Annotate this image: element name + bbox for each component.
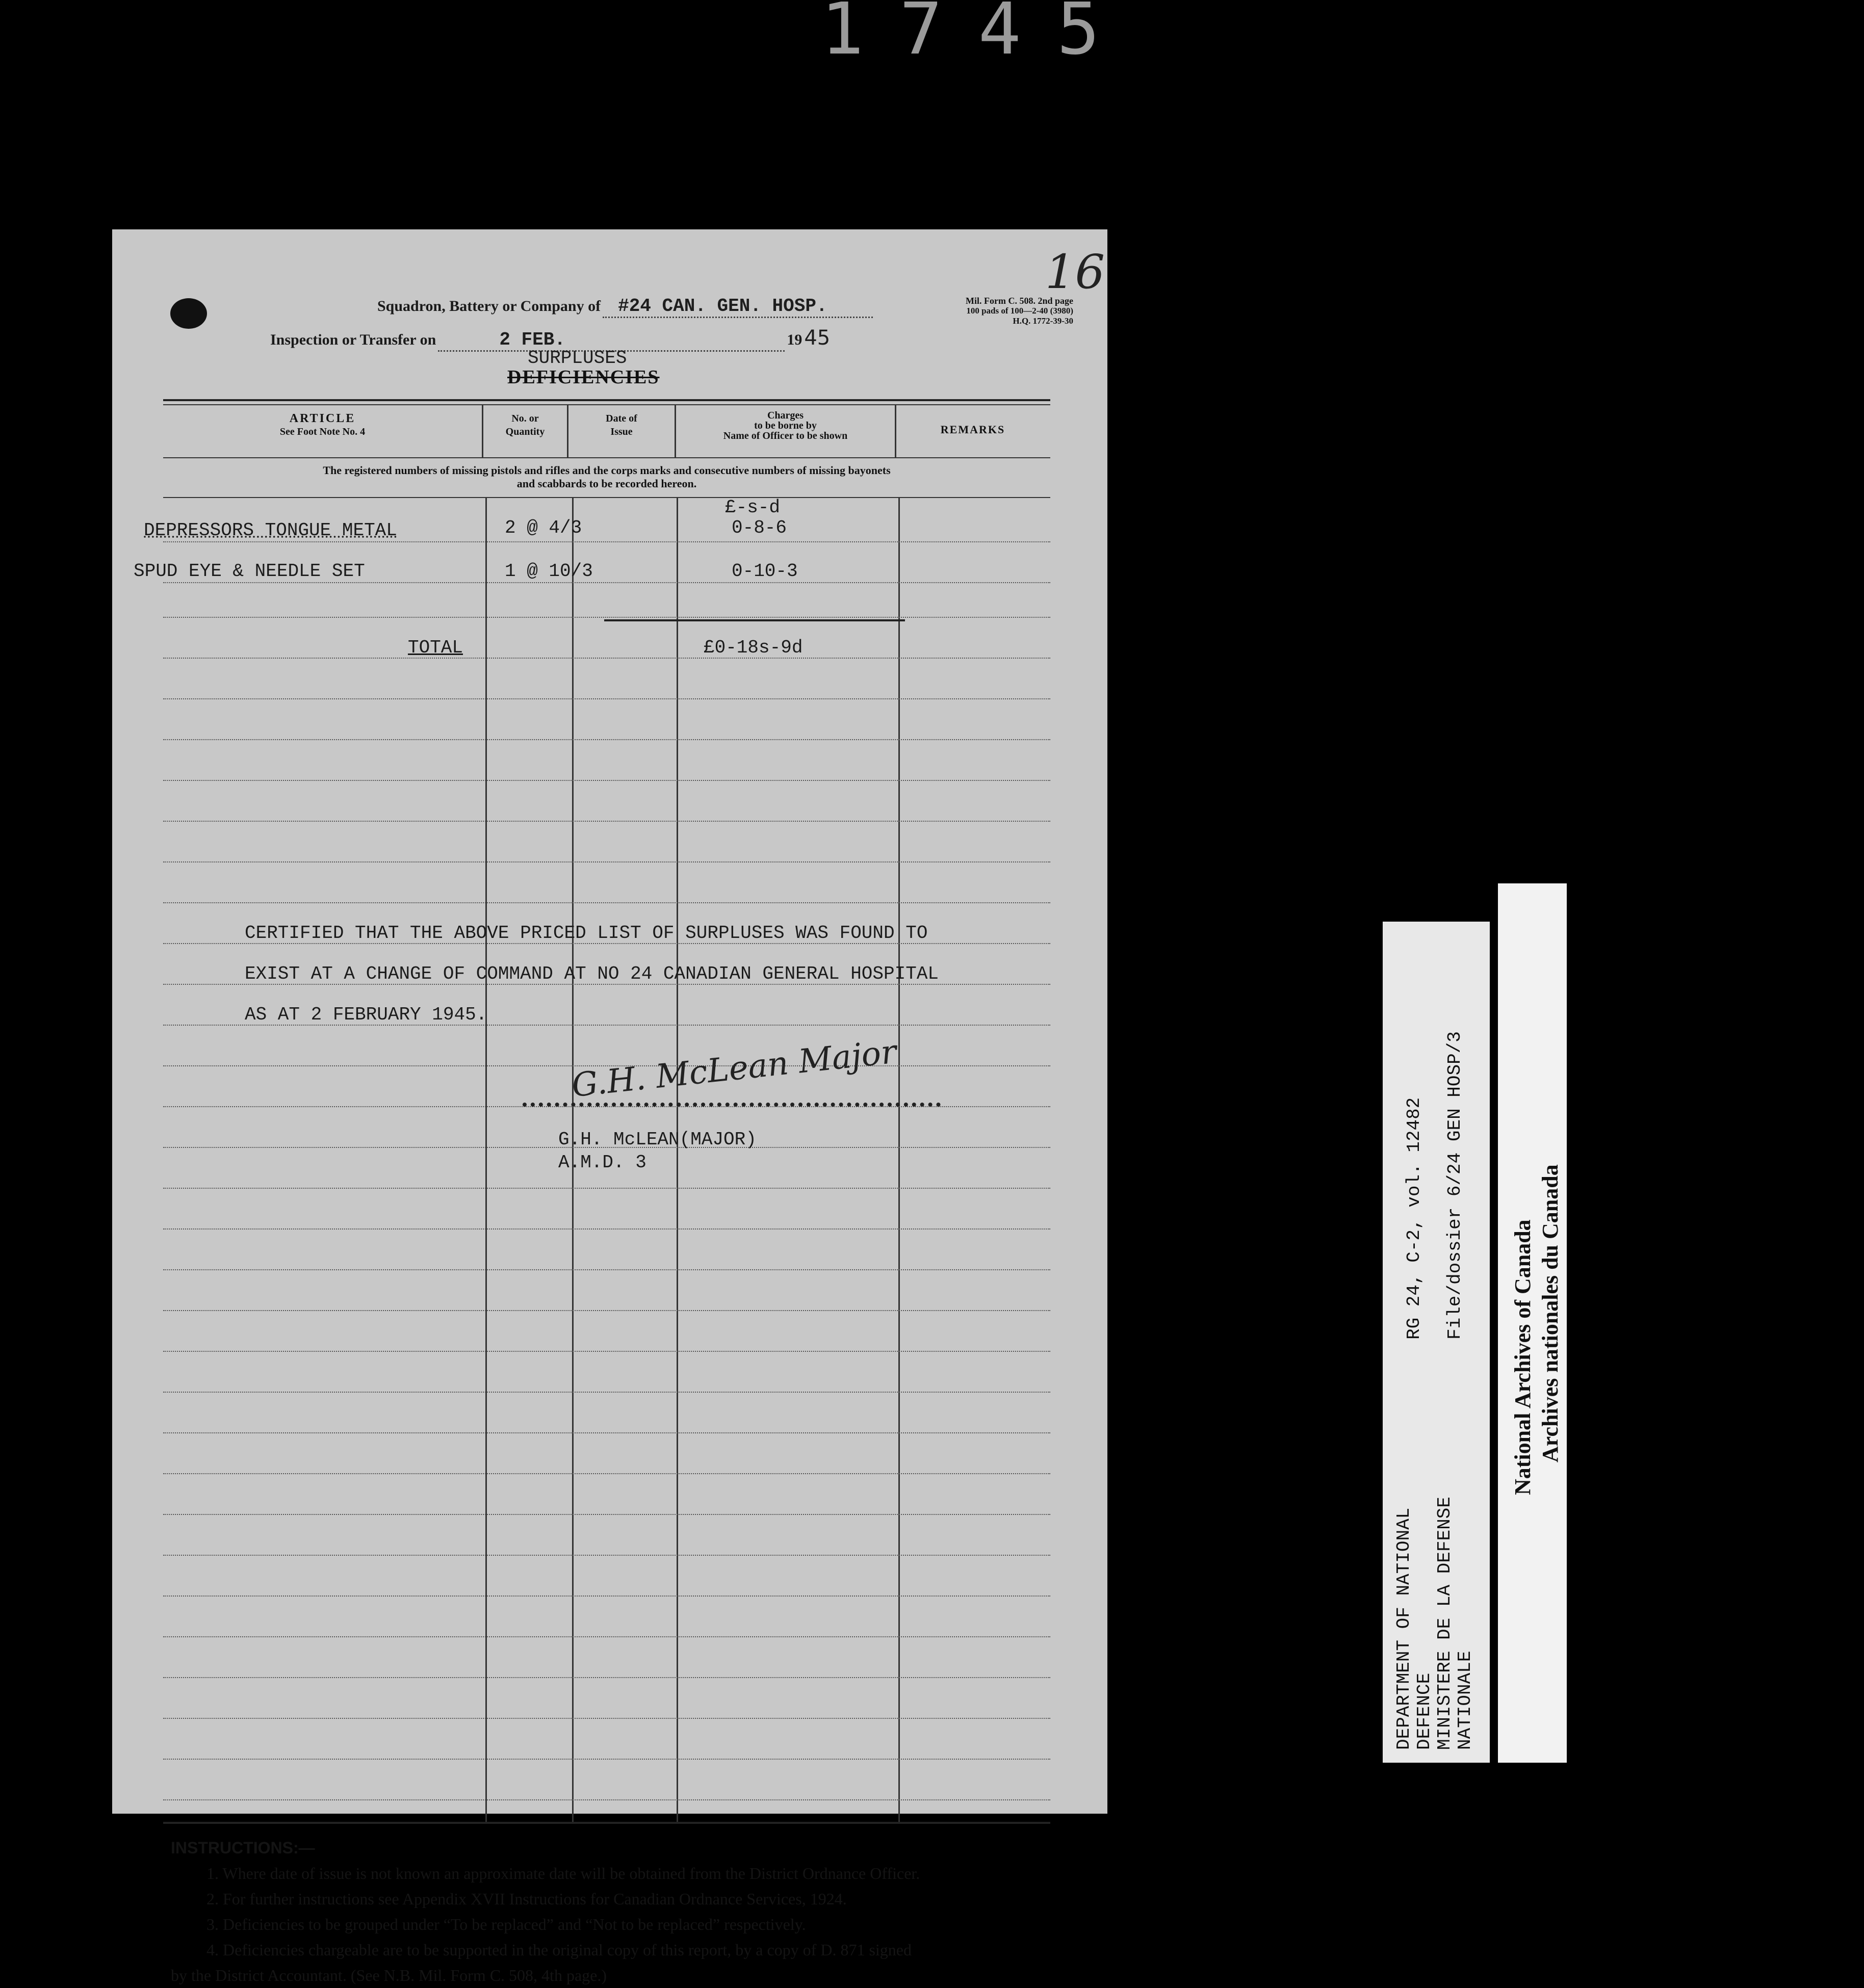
ruled-line — [163, 821, 1050, 823]
note-bottom-rule — [163, 497, 1050, 498]
signatory-name: G.H. McLEAN(MAJOR) — [558, 1129, 757, 1150]
instructions-title: INSTRUCTIONS:— — [171, 1839, 315, 1857]
squadron-line — [377, 296, 873, 318]
col-quantity-title: No. or — [511, 413, 539, 424]
instruction-item: 1. Where date of issue is not known an approximate date will be obtained from the District Ordnance Officer. — [206, 1864, 920, 1882]
ruled-line — [163, 1718, 1050, 1720]
ruled-line — [163, 861, 1050, 864]
total-label: TOTAL — [408, 637, 463, 658]
col-date-title: Date of — [606, 413, 637, 424]
page-number: 16 — [1045, 245, 1105, 299]
ruled-line — [163, 1228, 1050, 1231]
certification-line-2: EXIST AT A CHANGE OF COMMAND AT NO 24 CANADIAN GENERAL HOSPITAL — [245, 963, 939, 984]
ruled-line — [163, 1351, 1050, 1353]
ruled-line — [163, 739, 1050, 741]
form-reference — [885, 296, 1073, 326]
squadron-label: Squadron, Battery or Company of — [377, 298, 601, 315]
ruled-line — [163, 1595, 1050, 1598]
col-article-sub: See Foot Note No. 4 — [279, 426, 366, 437]
year-prefix: 19 — [787, 331, 802, 348]
ruled-line — [163, 1392, 1050, 1394]
archive-brand-en: National Archives of Canada — [1510, 1219, 1535, 1495]
ruled-line — [163, 541, 1050, 543]
table-note-2: and scabbards to be recorded hereon. — [516, 477, 697, 490]
ruled-line — [163, 1473, 1050, 1475]
ruled-line — [163, 1269, 1050, 1271]
col-quantity — [483, 412, 567, 438]
inspection-label: Inspection or Transfer on — [270, 331, 436, 348]
header-bottom-rule — [163, 457, 1050, 458]
col-charges-3: Name of Officer to be shown — [723, 430, 848, 441]
col-date — [568, 412, 675, 438]
table-top-rule-2 — [163, 404, 1050, 405]
archive-dept-2: DEFENCE — [1414, 1672, 1435, 1750]
currency-header: £-s-d — [725, 497, 781, 518]
col-article-title: ARTICLE — [289, 412, 356, 425]
row-2-quantity: 1 @ 10/3 — [505, 561, 593, 582]
ruled-line — [163, 1636, 1050, 1638]
ruled-line — [163, 780, 1050, 782]
archive-dept-4: NATIONALE — [1455, 1651, 1475, 1750]
ruled-line — [163, 1799, 1050, 1801]
archive-brand-fr: Archives nationales du Canada — [1538, 1164, 1563, 1462]
ruled-line — [163, 1759, 1050, 1761]
table-note — [163, 464, 1050, 490]
total-rule — [604, 619, 905, 621]
signature-line — [523, 1103, 941, 1107]
ruled-line — [163, 582, 1050, 584]
col-date-sub: Issue — [610, 426, 633, 437]
form-ref-1: Mil. Form C. 508. 2nd page — [966, 296, 1073, 306]
frame-number: 1745 — [821, 0, 1136, 59]
col-quantity-sub: Quantity — [505, 426, 545, 437]
col-charges-1: Charges — [767, 410, 804, 421]
row-2-charge: 0-10-3 — [732, 561, 798, 582]
archive-dept-1: DEPARTMENT OF NATIONAL — [1393, 1507, 1414, 1750]
archive-brand — [1498, 883, 1567, 1763]
ink-blot-mark — [168, 296, 209, 331]
report-type: SURPLUSES — [528, 348, 627, 369]
ruled-line — [163, 1432, 1050, 1434]
col-divider-4 — [898, 497, 900, 1824]
archive-ref — [1394, 1031, 1475, 1340]
col-charges — [676, 410, 895, 441]
table-note-1: The registered numbers of missing pistols and rifles and the corps marks and consecutive numbers of missing bayonets — [323, 464, 891, 477]
row-1-quantity: 2 @ 4/3 — [505, 517, 582, 538]
row-1-article: DEPRESSORS TONGUE METAL — [144, 520, 397, 541]
instruction-item-cont: by the District Accountant. (See N.B. Mil. Form C. 508, 4th page.) — [171, 1966, 607, 1984]
archive-ref-1: RG 24, C-2, vol. 12482 — [1404, 1097, 1425, 1340]
ruled-line — [163, 1188, 1050, 1190]
archive-ref-2: File/dossier 6/24 GEN HOSP/3 — [1444, 1031, 1465, 1340]
row-2-article: SPUD EYE & NEEDLE SET — [134, 561, 365, 582]
ruled-line — [163, 698, 1050, 700]
form-ref-3: H.Q. 1772-39-30 — [1013, 316, 1073, 326]
col-remarks: REMARKS — [940, 423, 1005, 436]
inspection-value: 2 FEB. — [438, 329, 785, 352]
certification-line-3: AS AT 2 FEBRUARY 1945. — [245, 1004, 487, 1025]
instruction-item: 2. For further instructions see Appendix XVII Instructions for Canadian Ordnance Services, 1924. — [206, 1890, 847, 1908]
squadron-value: #24 CAN. GEN. HOSP. — [603, 296, 873, 318]
archive-dept — [1394, 1497, 1475, 1750]
archive-label — [1383, 922, 1490, 1763]
table-top-rule — [163, 399, 1050, 401]
ruled-line — [163, 658, 1050, 660]
certification-line-1: CERTIFIED THAT THE ABOVE PRICED LIST OF SURPLUSES WAS FOUND TO — [245, 923, 928, 944]
year-value: 45 — [804, 326, 831, 350]
instruction-item: 4. Deficiencies chargeable are to be supported in the original copy of this report, by a copy of D. 871 signed — [206, 1941, 912, 1959]
report-type-struck: DEFICIENCIES — [507, 367, 660, 388]
ruled-line — [163, 1677, 1050, 1679]
instructions — [171, 1835, 1068, 1988]
total-value: £0-18s-9d — [704, 637, 803, 658]
col-divider-1 — [485, 497, 487, 1822]
ruled-line — [163, 1310, 1050, 1312]
ruled-line — [163, 1555, 1050, 1557]
form-ref-2: 100 pads of 100—2-40 (3980) — [966, 306, 1073, 316]
archive-dept-3: MINISTERE DE LA DEFENSE — [1434, 1497, 1455, 1750]
form-sheet — [112, 229, 1107, 1984]
table-bottom-rule — [163, 1822, 1050, 1824]
signatory-unit: A.M.D. 3 — [558, 1152, 646, 1173]
ruled-line — [163, 902, 1050, 904]
archive-brand-text — [1509, 1164, 1564, 1495]
col-divider-3 — [677, 497, 678, 1824]
ruled-line — [163, 1514, 1050, 1516]
row-1-charge: 0-8-6 — [732, 517, 787, 538]
handwritten-signature: G.H. McLean Major — [569, 1033, 898, 1105]
instruction-item: 3. Deficiencies to be grouped under “To be replaced” and “Not to be replaced” respectively. — [206, 1915, 806, 1933]
col-charges-2: to be borne by — [754, 420, 817, 431]
ruled-line — [163, 617, 1050, 619]
col-article — [163, 412, 482, 438]
